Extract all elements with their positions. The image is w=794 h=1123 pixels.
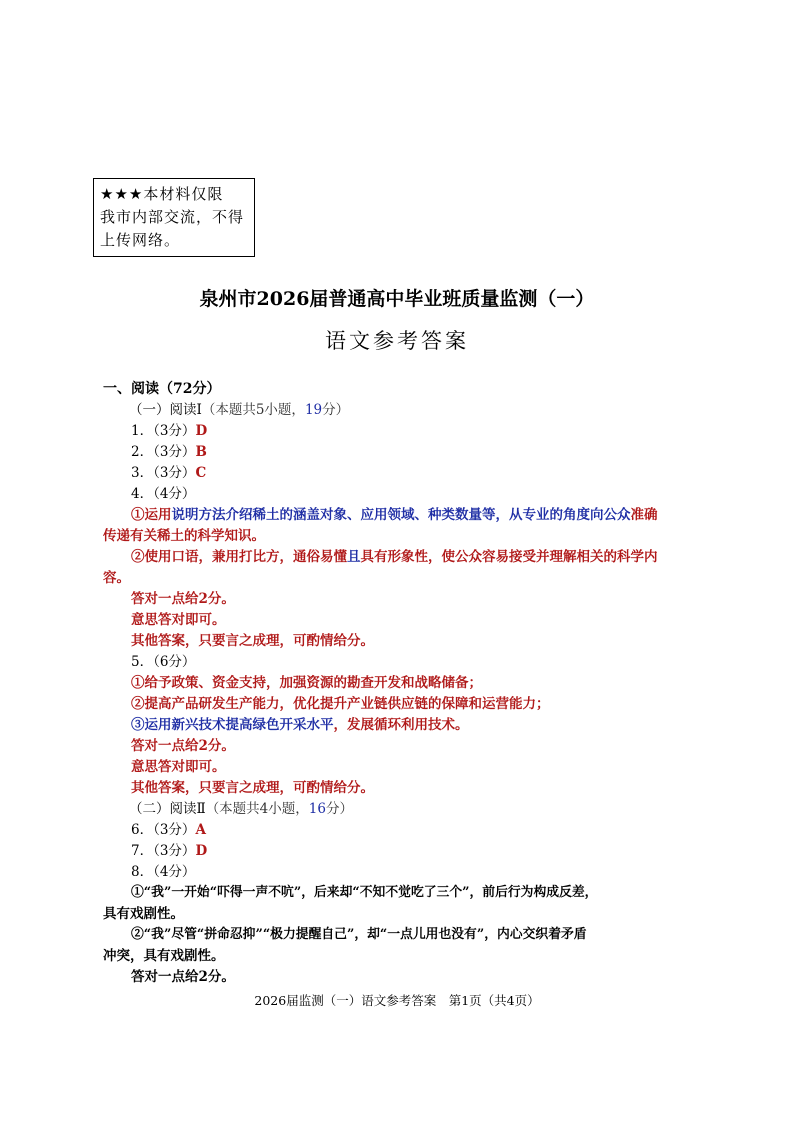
question-5 xyxy=(131,652,195,672)
question-number: 3．（3分） xyxy=(131,465,196,481)
q8-point2-line1: ②“我”尽管“拼命忍抑”“极力提醒自己”，却“一点儿用也没有”，内心交织着矛盾 xyxy=(131,927,587,942)
q4-p2-seg1: ②使用口语，兼用打比方，通俗易懂 xyxy=(131,549,347,565)
document-title: 泉州市2026届普通高中毕业班质量监测（一） xyxy=(199,288,595,310)
q5-point2: ②提高产品研发生产能力，优化提升产业链供应链的保障和运营能力； xyxy=(131,696,550,712)
question-number: 7．（3分） xyxy=(131,843,196,859)
document-subtitle: 语文参考答案 xyxy=(325,329,469,353)
part2-info-c: 分） xyxy=(325,801,353,817)
question-answer: D xyxy=(195,843,208,859)
q4-p1-seg3: ，从专业的角度向公众 xyxy=(495,507,631,523)
q5-scoring-note: 答对一点给2分。 xyxy=(131,738,235,754)
q4-point1-line2: 传递有关稀土的科学知识。 xyxy=(103,528,265,544)
q4-scoring-note: 答对一点给2分。 xyxy=(131,591,235,607)
question-2 xyxy=(131,442,207,462)
question-answer: C xyxy=(195,465,207,481)
q4-point2-line2: 容。 xyxy=(103,570,130,586)
q8-point1-line1: ①“我”一开始“吓得一声不吭”，后来却“不知不觉吃了三个”，前后行为构成反差， xyxy=(131,885,598,900)
part2-info-points: 16 xyxy=(308,801,326,817)
question-4 xyxy=(131,484,195,504)
question-answer: A xyxy=(195,822,206,838)
q5-p3-seg1: ③运用新兴技术提高绿色开采水平 xyxy=(131,717,334,733)
question-6 xyxy=(131,820,206,840)
q5-point3 xyxy=(131,715,469,735)
q8-point1-line2: 具有戏剧性。 xyxy=(103,906,184,922)
q4-p2-seg4: 容易接受并理解相关的科学内 xyxy=(482,549,658,565)
question-number: 2．（3分） xyxy=(131,444,196,460)
q5-scoring-note: 意思答对即可。 xyxy=(131,759,226,775)
notice-line: ★★★本材料仅限 xyxy=(100,185,224,203)
q5-scoring-note: 其他答案，只要言之成理，可酌情给分。 xyxy=(131,780,374,796)
part1-label: （一）阅读Ⅰ xyxy=(129,402,202,418)
question-8 xyxy=(131,862,195,882)
question-number: 5．（6分） xyxy=(131,654,196,670)
q4-p1-seg4: 准确 xyxy=(630,507,658,523)
question-answer: D xyxy=(195,423,208,439)
q5-point1: ①给予政策、资金支持，加强资源的勘查开发和战略储备； xyxy=(131,675,482,691)
question-1 xyxy=(131,421,207,441)
q4-scoring-note: 意思答对即可。 xyxy=(131,612,226,628)
question-7 xyxy=(131,841,207,861)
part1-info-a: （本题共5小题， xyxy=(201,402,305,418)
q4-point2-line1 xyxy=(131,547,658,567)
part2-info-a: （本题共4小题， xyxy=(205,801,309,817)
notice-line: 上传网络。 xyxy=(100,231,181,249)
part1-heading xyxy=(129,400,349,420)
question-answer: B xyxy=(195,444,207,460)
section-heading: 一、阅读（72分） xyxy=(103,381,221,397)
page-footer: 2026届监测（一）语文参考答案 第1页（共4页） xyxy=(254,993,540,1008)
q4-p2-seg3: 具有形象性，使公众 xyxy=(360,549,482,565)
question-number: 6．（3分） xyxy=(131,822,196,838)
question-number: 1．（3分） xyxy=(131,423,196,439)
question-3 xyxy=(131,463,206,483)
notice-line: 我市内部交流，不得 xyxy=(100,208,245,226)
distribution-notice-box xyxy=(93,178,255,257)
part1-info-c: 分） xyxy=(322,402,350,418)
q4-point1-line1 xyxy=(131,505,658,525)
q8-scoring-note: 答对一点给2分。 xyxy=(131,969,235,985)
part2-heading xyxy=(129,799,353,819)
part1-info-points: 19 xyxy=(304,402,323,418)
q4-p1-seg2: 说明方法介绍稀土的涵盖对象、应用领域、种类数量等 xyxy=(171,507,496,523)
q8-point2-line2: 冲突，具有戏剧性。 xyxy=(103,948,225,964)
q4-p2-seg2: 且 xyxy=(347,549,361,565)
question-number: 4．（4分） xyxy=(131,486,196,502)
question-number: 8．（4分） xyxy=(131,864,196,880)
q4-p1-seg1: ①运用 xyxy=(131,507,172,523)
part2-label: （二）阅读Ⅱ xyxy=(129,801,206,817)
q4-scoring-note: 其他答案，只要言之成理，可酌情给分。 xyxy=(131,633,374,649)
q5-p3-seg2: ，发展循环利用技术。 xyxy=(333,717,469,733)
